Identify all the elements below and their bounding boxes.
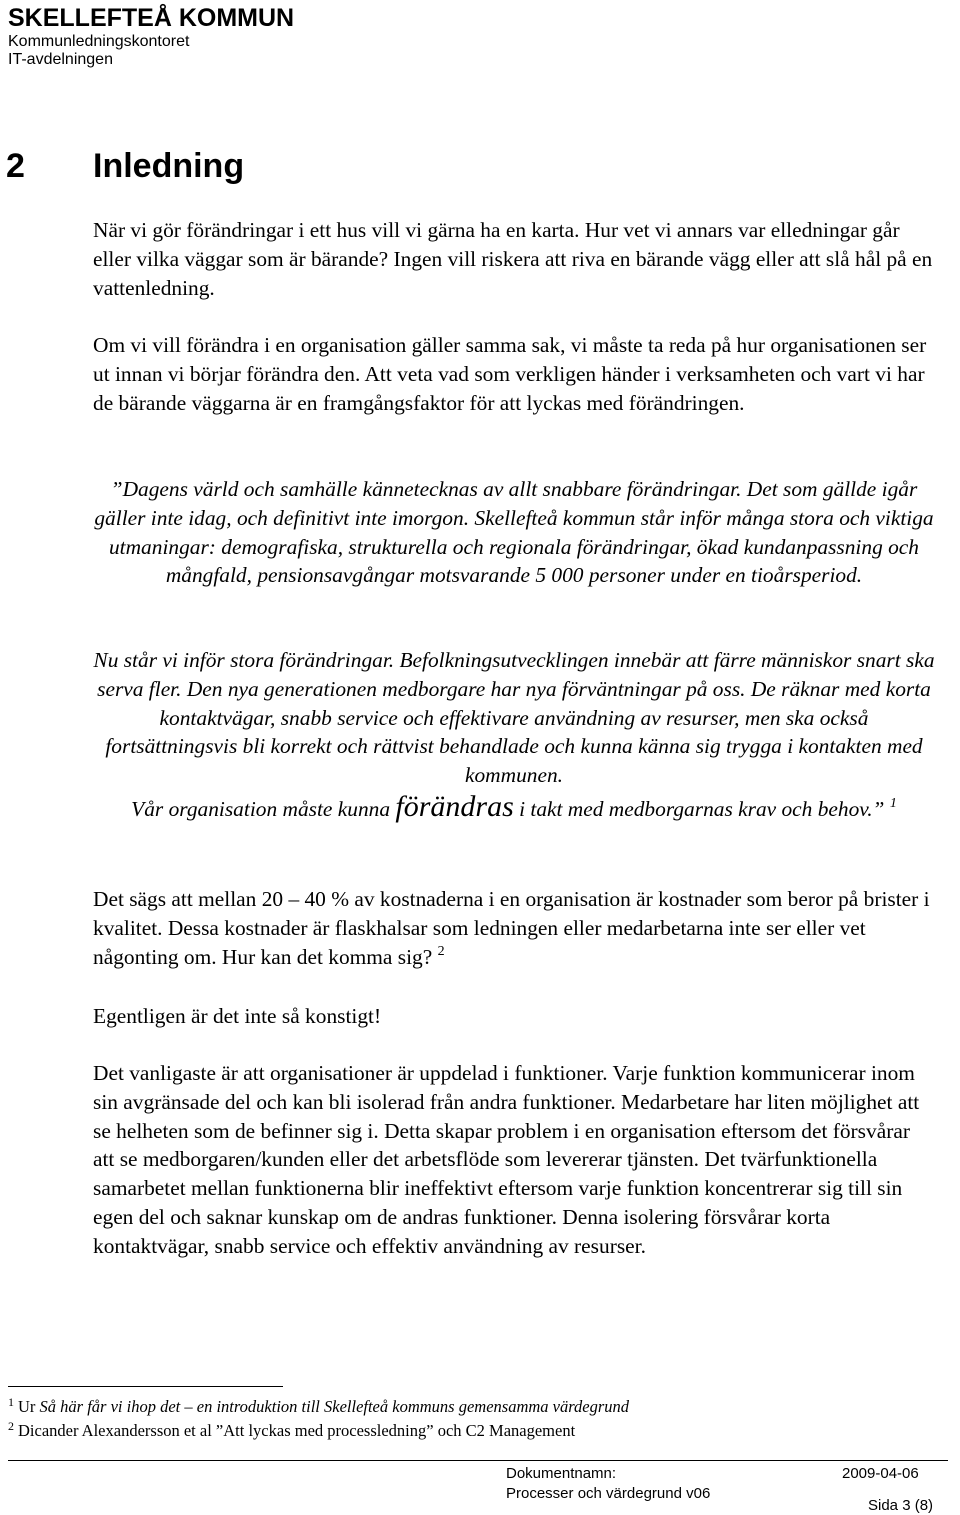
quote-text-before: Vår organisation måste kunna	[131, 797, 396, 821]
quote-paragraph-3	[93, 792, 935, 828]
document-name: Processer och värdegrund v06	[506, 1485, 711, 1502]
department-name: IT-avdelningen	[8, 51, 113, 68]
footnote-reference-2[interactable]: 2	[437, 943, 445, 959]
document-date: 2009-04-06	[842, 1465, 919, 1482]
section-title: Inledning	[93, 147, 245, 185]
section-number: 2	[6, 147, 25, 185]
footnote-1-mark: 1	[8, 1395, 14, 1409]
footnote-2	[8, 1420, 575, 1443]
quote-paragraph-1: ”Dagens värld och samhälle kännetecknas av allt snabbare förändringar. Det som gällde igår gäller inte idag, och definitivt inte imorgon. Skellefteå kommun står inför många stora och viktiga utmaningar: demografiska, strukturella och regionala förändringar, ökad kundanpassning och mångfald, pensionsavgångar motsvarande 5 000 personer under en tioårsperiod.	[94, 477, 934, 588]
paragraph-intro: När vi gör förändringar i ett hus vill vi gärna ha en karta. Hur vet vi annars var elledningar går eller vilka väggar som är bärande? Ingen vill riskera att riva en bärande vägg eller att slå hål på en vattenledning.	[93, 218, 933, 300]
footnote-separator	[8, 1386, 283, 1387]
document-name-label: Dokumentnamn:	[506, 1465, 617, 1482]
organization-name: SKELLEFTEÅ KOMMUN	[8, 4, 295, 32]
paragraph-organisation: Om vi vill förändra i en organisation gäller samma sak, vi måste ta reda på hur organisationen ser ut innan vi börjar förändra den. Att veta vad som verkligen händer i verksamheten och vart vi har de bärande väggarna är en framgångsfaktor för att lyckas med förändringen.	[93, 333, 927, 415]
footnote-2-mark: 2	[8, 1419, 14, 1433]
quote-paragraph-2: Nu står vi inför stora förändringar. Befolkningsutvecklingen innebär att färre människor snart ska serva fler. Den nya generationen medborgare har nya förväntningar på oss. De räknar med korta kontaktvägar, snabb service och effektivare användning av resurser, men ska också fortsättningsvis bli korrekt och rättvist behandlade och kunna känna sig trygga i kontakten med kommunen.	[93, 648, 935, 788]
paragraph-quality-costs	[93, 885, 933, 975]
footnote-1-title: Så här får vi ihop det – en introduktion till Skellefteå kommuns gemensamma värdegrund	[39, 1397, 630, 1416]
page-number: Sida 3 (8)	[868, 1497, 934, 1514]
footnote-2-text: Dicander Alexandersson et al ”Att lyckas med processledning” och C2 Management	[18, 1421, 576, 1440]
footnote-1-prefix: Ur	[18, 1397, 40, 1416]
quote-text-after: i takt med medborgarnas krav och behov.”	[513, 797, 885, 821]
footnote-1	[8, 1396, 629, 1419]
paragraph-not-strange: Egentligen är det inte så konstigt!	[93, 1004, 382, 1028]
paragraph-functions: Det vanligaste är att organisationer är uppdelad i funktioner. Varje funktion kommunicerar inom sin avgränsade del och kan bli isolerad från andra funktioner. Medarbetare har liten möjlighet att se helheten som de befinner sig i. Detta skapar problem i en organisation eftersom det försvårar att se medborgaren/kunden eller det arbetsflöde som levererar tjänsten. Det tvärfunktionella samarbetet mellan funktionerna blir ineffektivt eftersom varje funktion koncentrerar sig till sin egen del och saknar kunskap om de andras funktioner. Denna isolering försvårar korta kontaktvägar, snabb service och effektiv användning av resurser.	[93, 1061, 920, 1258]
quote-emphasis-word: förändras	[395, 790, 514, 823]
footer-divider	[8, 1460, 948, 1461]
footnote-reference-1[interactable]: 1	[889, 796, 897, 811]
office-name: Kommunledningskontoret	[8, 33, 190, 50]
paragraph-quality-costs-text: Det sägs att mellan 20 – 40 % av kostnaderna i en organisation är kostnader som beror på brister i kvalitet. Dessa kostnader är flaskhalsar som ledningen eller medarbetarna inte ser eller vet någonting om. Hur kan det komma sig?	[93, 887, 930, 969]
